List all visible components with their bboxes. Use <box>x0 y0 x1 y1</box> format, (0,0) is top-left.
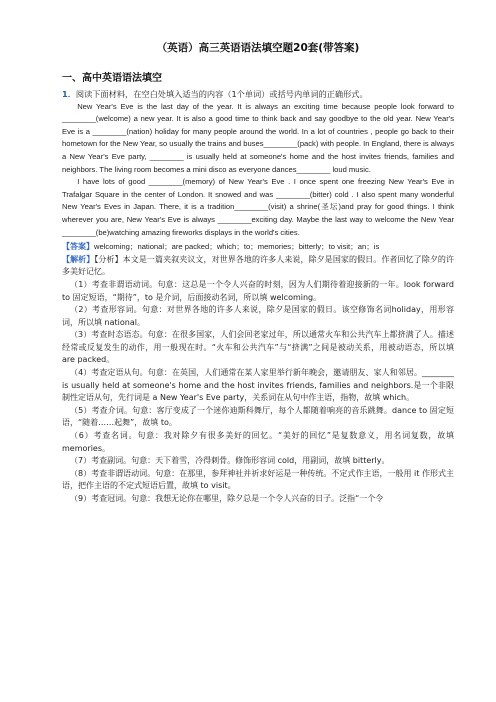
answer-text: welcoming；national；are packed；which；to；memories；bitterly；to visit；an；is <box>94 242 380 252</box>
answer-tag: 【答案】 <box>62 242 94 252</box>
analysis-item: （1）考查非谓语动词。句意：这总是一个令人兴奋的时刻，因为人们期待着迎接新的一年。look forward to 固定短语，“期待”，to 是介词，后面接动名词，所以填 welcoming。 <box>62 279 454 302</box>
analysis-intro-text: 【分析】本文是一篇夹叙夹议文，对世界各地的许多人来说，除夕是国家的假日。作者回忆了除夕的许多美好记忆。 <box>62 254 455 277</box>
analysis-intro <box>62 254 454 279</box>
analysis-item: （4）考查定语从句。句意：在英国，人们通常在某人家里举行新年晚会，邀请朋友、家人和邻居。________ is usually held at someone's home and the host invites friends, families and neighbors.是一个非限制性定语从句，先行词是 a New Year's Eve party，关系词在从句中作主语，指物，故填 which。 <box>62 368 454 403</box>
analysis-item: （6）考查名词。句意：我对除夕有很多美好的回忆。“美好的回忆”是复数意义，用名词复数，故填 memories。 <box>62 431 454 453</box>
analysis-item: （7）考查副词。句意：天下着雪，冷得刺骨。修饰形容词 cold，用副词，故填 bitterly。 <box>70 456 390 466</box>
question-number: 1． <box>62 89 76 99</box>
analysis-item: （8）考查非谓语动词。句意：在那里，参拜神社并祈求好运是一种传统。不定式作主语，一般用 it 作形式主语，把作主语的不定式短语后置，故填 to visit。 <box>62 468 454 491</box>
passage-paragraph: I have lots of good ________(memory) of New Year's Eve . I once spent one freezing New Year's Eve in Trafalgar Square in the center of London. It snowed and was ________(bitter) cold . I also spent many wonderful New Year's Eves in Japan. There, it is a tradition________(visit) a shrine(圣坛)and pray for good things. I think wherever you are, New Year's Eve is always ________exciting day. Maybe the last way to welcome the New Year ________(be)watching amazing fireworks displays in the world's cities. <box>62 177 454 237</box>
analysis-item: （5）考查介词。句意：客厅变成了一个迷你迪斯科舞厅，每个人都随着响亮的音乐跳舞。dance to 固定短语，“随着……起舞”，故填 to。 <box>62 405 454 428</box>
analysis-item: （9）考查冠词。句意：我想无论你在哪里，除夕总是一个令人兴奋的日子。泛指“一个令 <box>70 494 384 503</box>
answer-line <box>62 241 454 254</box>
document-title: （英语）高三英语语法填空题20套(带答案) <box>156 42 360 54</box>
question-instruction <box>62 88 454 101</box>
analysis-item: （2）考查形容词。句意：对世界各地的许多人来说，除夕是国家的假日。该空修饰名词holiday，用形容词，所以填 national。 <box>62 305 454 327</box>
passage-paragraph: New Year's Eve is the last day of the year. It is always an exciting time because people look forward to ________(welcome) a new year. It is also a good time to think back and say goodbye to the old year. New Year's Eve is a ________(nation) holiday for many people around the world. In a lot of countries , people go back to their hometown for the New Year, so usually the trains and buses________(pack) with people. In England, there is always a New Year's Eve party, ________ is usually held at someone's home and the host invites friends, families and neighbors. The living room becomes a mini disco as everyone dances________ loud music. <box>62 101 454 174</box>
question-instruction-text: 阅读下面材料，在空白处填入适当的内容（1个单词）或括号内单词的正确形式。 <box>75 89 368 99</box>
section-heading: 一、高中英语语法填空 <box>62 73 162 84</box>
analysis-item: （3）考查时态语态。句意：在很多国家，人们会回老家过年，所以通常火车和公共汽车上都挤满了人。描述经常或反复发生的动作，用一般现在时。“火车和公共汽车”与“挤满”之间是被动关系，用被动语态，所以填 are packed。 <box>62 330 454 365</box>
analysis-tag: 【解析】 <box>62 254 95 264</box>
